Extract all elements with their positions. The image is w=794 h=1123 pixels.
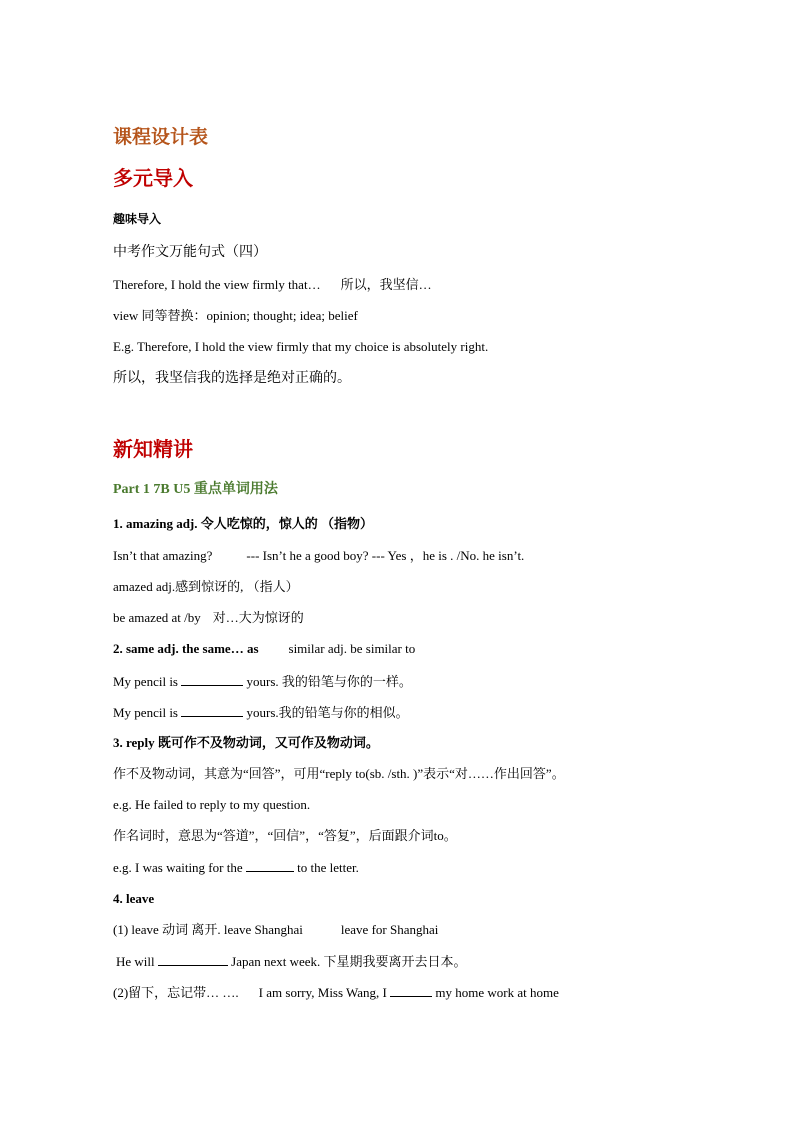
item-4-line-3 <box>113 983 559 1002</box>
item-4-heading: 4. leave <box>113 891 155 906</box>
blank-line <box>390 983 432 997</box>
item-1-line-2: amazed adj.感到惊讶的, （指人） <box>113 579 299 594</box>
section-title-course-design: 课程设计表 <box>113 126 209 148</box>
part-1-heading: Part 1 7B U5 重点单词用法 <box>113 482 278 497</box>
item-2-line-1-b: yours. 我的铅笔与你的一样。 <box>246 674 412 689</box>
item-3-line-3: 作名词时，意思为“答道”，“回信”，“答复”，后面跟介词to。 <box>113 828 457 843</box>
intro-line-2 <box>113 276 432 294</box>
item-1-line-1-a: Isn’t that amazing? <box>113 548 213 563</box>
item-3-line-2: e.g. He failed to reply to my question. <box>113 797 311 812</box>
item-4-line-2-b: Japan next week. 下星期我要离开去日本。 <box>231 954 467 969</box>
intro-line-2-zh: 所以，我坚信… <box>340 277 432 292</box>
blank-line <box>246 858 294 872</box>
subsection-fun-intro: 趣味导入 <box>113 212 162 226</box>
item-3-line-4-a: e.g. I was waiting for the <box>113 860 243 875</box>
item-2-line-2-a: My pencil is <box>113 705 178 720</box>
item-1-line-3 <box>113 609 304 627</box>
item-2-heading <box>113 640 415 658</box>
item-3-line-4 <box>113 858 359 877</box>
item-4-line-2 <box>116 952 467 971</box>
item-1-line-3-b: 对…大为惊讶的 <box>212 610 304 625</box>
item-2-line-1-a: My pencil is <box>113 674 178 689</box>
blank-line <box>181 703 243 717</box>
item-4-line-1-a: (1) leave 动词 离开. leave Shanghai <box>113 922 303 937</box>
intro-line-4: E.g. Therefore, I hold the view firmly that my choice is absolutely right. <box>113 339 489 354</box>
blank-line <box>181 672 243 686</box>
item-4-line-3-c: my home work at home <box>435 985 559 1000</box>
item-2-line-1 <box>113 672 412 691</box>
item-1-line-1 <box>113 547 524 565</box>
item-3-line-4-b: to the letter. <box>297 860 359 875</box>
item-4-line-1 <box>113 921 438 939</box>
intro-line-1: 中考作文万能句式（四） <box>113 245 267 260</box>
item-2-heading-b: similar adj. be similar to <box>288 641 416 656</box>
item-4-line-3-a: (2)留下，忘记带… …. <box>113 985 239 1000</box>
item-3-line-1: 作不及物动词，其意为“回答”，可用“reply to(sb. /sth. )”表示“对……作出回答”。 <box>113 766 565 781</box>
section-title-intro: 多元导入 <box>113 166 193 190</box>
item-2-heading-a: 2. same adj. the same… as <box>113 641 259 656</box>
section-title-new-knowledge: 新知精讲 <box>113 437 193 461</box>
item-4-line-3-b: I am sorry, Miss Wang, I <box>258 985 387 1000</box>
item-2-line-2 <box>113 703 409 722</box>
item-4-line-1-b: leave for Shanghai <box>340 922 439 937</box>
intro-line-2-en: Therefore, I hold the view firmly that… <box>113 277 321 292</box>
item-1-heading: 1. amazing adj. 令人吃惊的，惊人的 （指物） <box>113 516 374 531</box>
blank-line <box>158 952 228 966</box>
item-2-line-2-b: yours.我的铅笔与你的相似。 <box>246 705 409 720</box>
intro-line-5: 所以，我坚信我的选择是绝对正确的。 <box>113 371 351 386</box>
item-1-line-3-a: be amazed at /by <box>113 610 201 625</box>
intro-line-3: view 同等替换：opinion; thought; idea; belief <box>113 308 358 323</box>
item-4-line-2-a: He will <box>116 954 155 969</box>
item-1-line-1-b: --- Isn’t he a good boy? --- Yes ，he is . /No. he isn’t. <box>246 548 525 563</box>
item-3-heading: 3. reply 既可作不及物动词，又可作及物动词。 <box>113 735 379 750</box>
